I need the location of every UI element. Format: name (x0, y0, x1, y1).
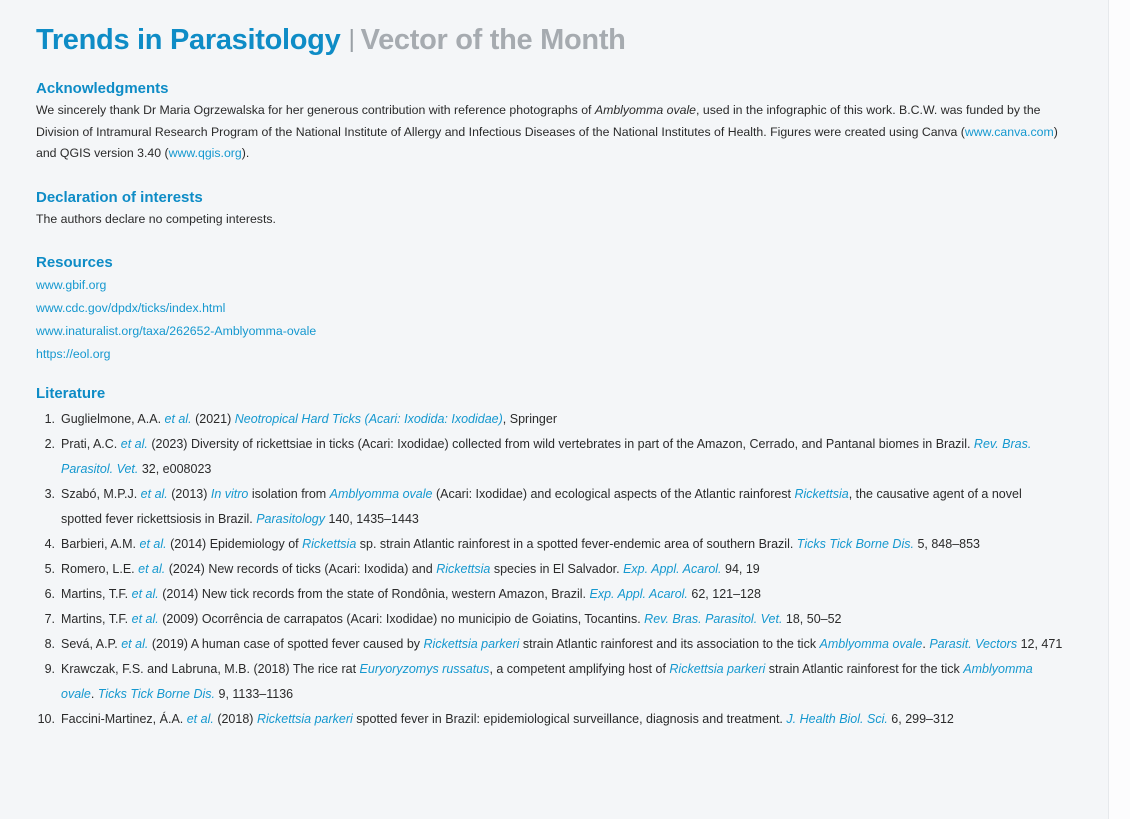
reference-italic: Parasitology (256, 512, 326, 526)
qgis-link[interactable]: www.qgis.org (168, 146, 242, 160)
reference-text: species in El Salvador. (490, 562, 624, 576)
reference-italic: Exp. Appl. Acarol. (589, 587, 688, 601)
reference-text: (2021) (191, 412, 235, 426)
resources-list (36, 274, 1066, 366)
reference-text: 94, 19 (721, 562, 760, 576)
reference-text: 6, 299–312 (887, 712, 954, 726)
reference-italic: Rickettsia (436, 562, 491, 576)
reference-text: strain Atlantic rainforest and its association to the tick (519, 637, 820, 651)
reference-italic: Exp. Appl. Acarol. (623, 562, 722, 576)
reference-text: Guglielmone, A.A. (61, 412, 165, 426)
ack-text-4: ). (241, 146, 250, 160)
canva-link[interactable]: www.canva.com (964, 124, 1054, 139)
reference-text: (2009) Ocorrência de carrapatos (Acari: Ixodidae) no municipio de Goiatins, Tocantins. (158, 612, 645, 626)
literature-heading: Literature (36, 385, 106, 402)
reference-text: Prati, A.C. (61, 437, 121, 451)
reference-text: (2019) A human case of spotted fever caused by (148, 637, 424, 651)
reference-italic: Ticks Tick Borne Dis. (796, 537, 914, 551)
reference-text: (2023) Diversity of rickettsiae in ticks (Acari: Ixodidae) collected from wild vertebrates in part of the Amazon, Cerrado, and Pantanal biomes in Brazil. (147, 437, 974, 451)
reference-number: 9. (44, 662, 55, 676)
reference-text: (2018) (213, 712, 257, 726)
section-title: Vector of the Month (360, 24, 626, 56)
reference-italic: et al. (121, 637, 149, 651)
reference-number: 8. (44, 637, 55, 651)
reference-text: (2014) Epidemiology of (166, 537, 303, 551)
reference-number: 3. (44, 487, 55, 501)
reference-italic: et al. (138, 562, 166, 576)
reference-text: Martins, T.F. (61, 587, 132, 601)
reference-italic: Parasit. Vectors (929, 637, 1018, 651)
resources-heading: Resources (36, 254, 113, 271)
reference-italic: Amblyomma ovale (329, 487, 433, 501)
reference-number: 7. (44, 612, 55, 626)
resources-section (36, 254, 1066, 366)
acknowledgments-text (36, 100, 1066, 165)
reference-number: 6. (44, 587, 55, 601)
reference-text: 62, 121–128 (687, 587, 761, 601)
reference-text: (2024) New records of ticks (Acari: Ixodida) and (165, 562, 437, 576)
title-separator: | (348, 25, 355, 53)
reference-item (36, 482, 1066, 532)
reference-text: . (90, 687, 98, 701)
reference-text: 12, 471 (1017, 637, 1063, 651)
literature-list (36, 407, 1066, 732)
reference-text: , the causative agent of a novel spotted fever rickettsiosis in Brazil. (61, 487, 1022, 526)
reference-text: Faccini-Martinez, Á.A. (61, 712, 187, 726)
reference-text: , Springer (502, 412, 557, 426)
declaration-heading: Declaration of interests (36, 188, 203, 206)
reference-italic: et al. (139, 537, 167, 551)
resource-link-inaturalist[interactable]: www.inaturalist.org/taxa/262652-Amblyomma-ovale (36, 324, 317, 338)
resource-link-gbif[interactable]: www.gbif.org (36, 278, 107, 292)
page-header (36, 24, 626, 57)
reference-item (36, 632, 1066, 657)
reference-text: 18, 50–52 (782, 612, 842, 626)
reference-text: Barbieri, A.M. (61, 537, 140, 551)
ack-text-3: ) and QGIS version 3.40 ( (36, 124, 1058, 160)
reference-item (36, 532, 1066, 557)
page-content (36, 80, 1066, 732)
reference-text: Szabó, M.P.J. (61, 487, 141, 501)
reference-italic: Rev. Bras. Parasitol. Vet. (644, 612, 783, 626)
reference-italic: Euryoryzomys russatus (359, 662, 490, 676)
reference-italic: Amblyomma ovale (61, 662, 1033, 701)
reference-italic: et al. (140, 487, 168, 501)
reference-item (36, 407, 1066, 432)
resource-link-eol[interactable]: https://eol.org (36, 347, 111, 361)
resource-link-cdc[interactable]: www.cdc.gov/dpdx/ticks/index.html (36, 301, 226, 315)
journal-title: Trends in Parasitology (36, 24, 341, 56)
reference-text: strain Atlantic rainforest for the tick (765, 662, 964, 676)
reference-text: 5, 848–853 (913, 537, 981, 551)
reference-text: Romero, L.E. (61, 562, 139, 576)
reference-item (36, 657, 1066, 707)
reference-text: . (922, 637, 930, 651)
reference-number: 1. (44, 412, 55, 426)
reference-italic: J. Health Biol. Sci. (786, 712, 888, 726)
reference-text: 9, 1133–1136 (215, 687, 294, 701)
reference-text: (2013) (167, 487, 211, 501)
reference-italic: Rickettsia parkeri (256, 712, 353, 726)
reference-italic: et al. (131, 612, 159, 626)
reference-italic: In vitro (210, 487, 249, 501)
reference-italic: Neotropical Hard Ticks (Acari: Ixodida: Ixodidae) (234, 412, 503, 426)
reference-text: (2014) New tick records from the state of Rondônia, western Amazon, Brazil. (158, 587, 590, 601)
reference-item (36, 582, 1066, 607)
reference-italic: Rickettsia (302, 537, 357, 551)
reference-italic: et al. (186, 712, 214, 726)
ack-species: Amblyomma ovale (594, 103, 697, 117)
reference-number: 10. (37, 712, 55, 726)
ack-text-1: We sincerely thank Dr Maria Ogrzewalska for her generous contribution with reference photographs of (36, 103, 595, 117)
reference-text: (Acari: Ixodidae) and ecological aspects of the Atlantic rainforest (432, 487, 795, 501)
reference-text: sp. strain Atlantic rainforest in a spotted fever-endemic area of southern Brazil. (356, 537, 797, 551)
reference-italic: Ticks Tick Borne Dis. (97, 687, 216, 701)
reference-italic: Rev. Bras. Parasitol. Vet. (61, 437, 1032, 476)
reference-italic: Rickettsia (794, 487, 849, 501)
reference-item (36, 707, 1066, 732)
reference-text: spotted fever in Brazil: epidemiological surveillance, diagnosis and treatment. (352, 712, 787, 726)
reference-italic: et al. (131, 587, 159, 601)
ack-text-2: , used in the infographic of this work. B.C.W. was funded by the Division of Intramural Research Program of the National Institute of Allergy and Infectious Diseases of the National Institutes of Health. Figures were created using Canva ( (36, 103, 1041, 139)
reference-italic: et al. (120, 437, 148, 451)
reference-item (36, 607, 1066, 632)
acknowledgments-heading: Acknowledgments (36, 80, 169, 97)
reference-number: 4. (44, 537, 55, 551)
reference-text: 140, 1435–1443 (325, 512, 419, 526)
reference-text: Sevá, A.P. (61, 637, 122, 651)
reference-number: 5. (44, 562, 55, 576)
reference-item (36, 432, 1066, 482)
acknowledgments-section (36, 80, 1066, 165)
reference-text: Martins, T.F. (61, 612, 132, 626)
page-edge (1108, 0, 1130, 819)
reference-italic: Rickettsia parkeri (423, 637, 520, 651)
reference-text: , a competent amplifying host of (489, 662, 670, 676)
declaration-text: The authors declare no competing interests. (36, 211, 276, 226)
reference-italic: et al. (164, 412, 192, 426)
reference-italic: Amblyomma ovale (819, 637, 923, 651)
reference-item (36, 557, 1066, 582)
reference-number: 2. (44, 437, 55, 451)
reference-text: isolation from (248, 487, 330, 501)
reference-text: Krawczak, F.S. and Labruna, M.B. (2018) The rice rat (61, 662, 360, 676)
literature-section (36, 385, 1066, 732)
reference-text: 32, e008023 (138, 462, 212, 476)
reference-italic: Rickettsia parkeri (669, 662, 766, 676)
declaration-section (36, 189, 1066, 231)
